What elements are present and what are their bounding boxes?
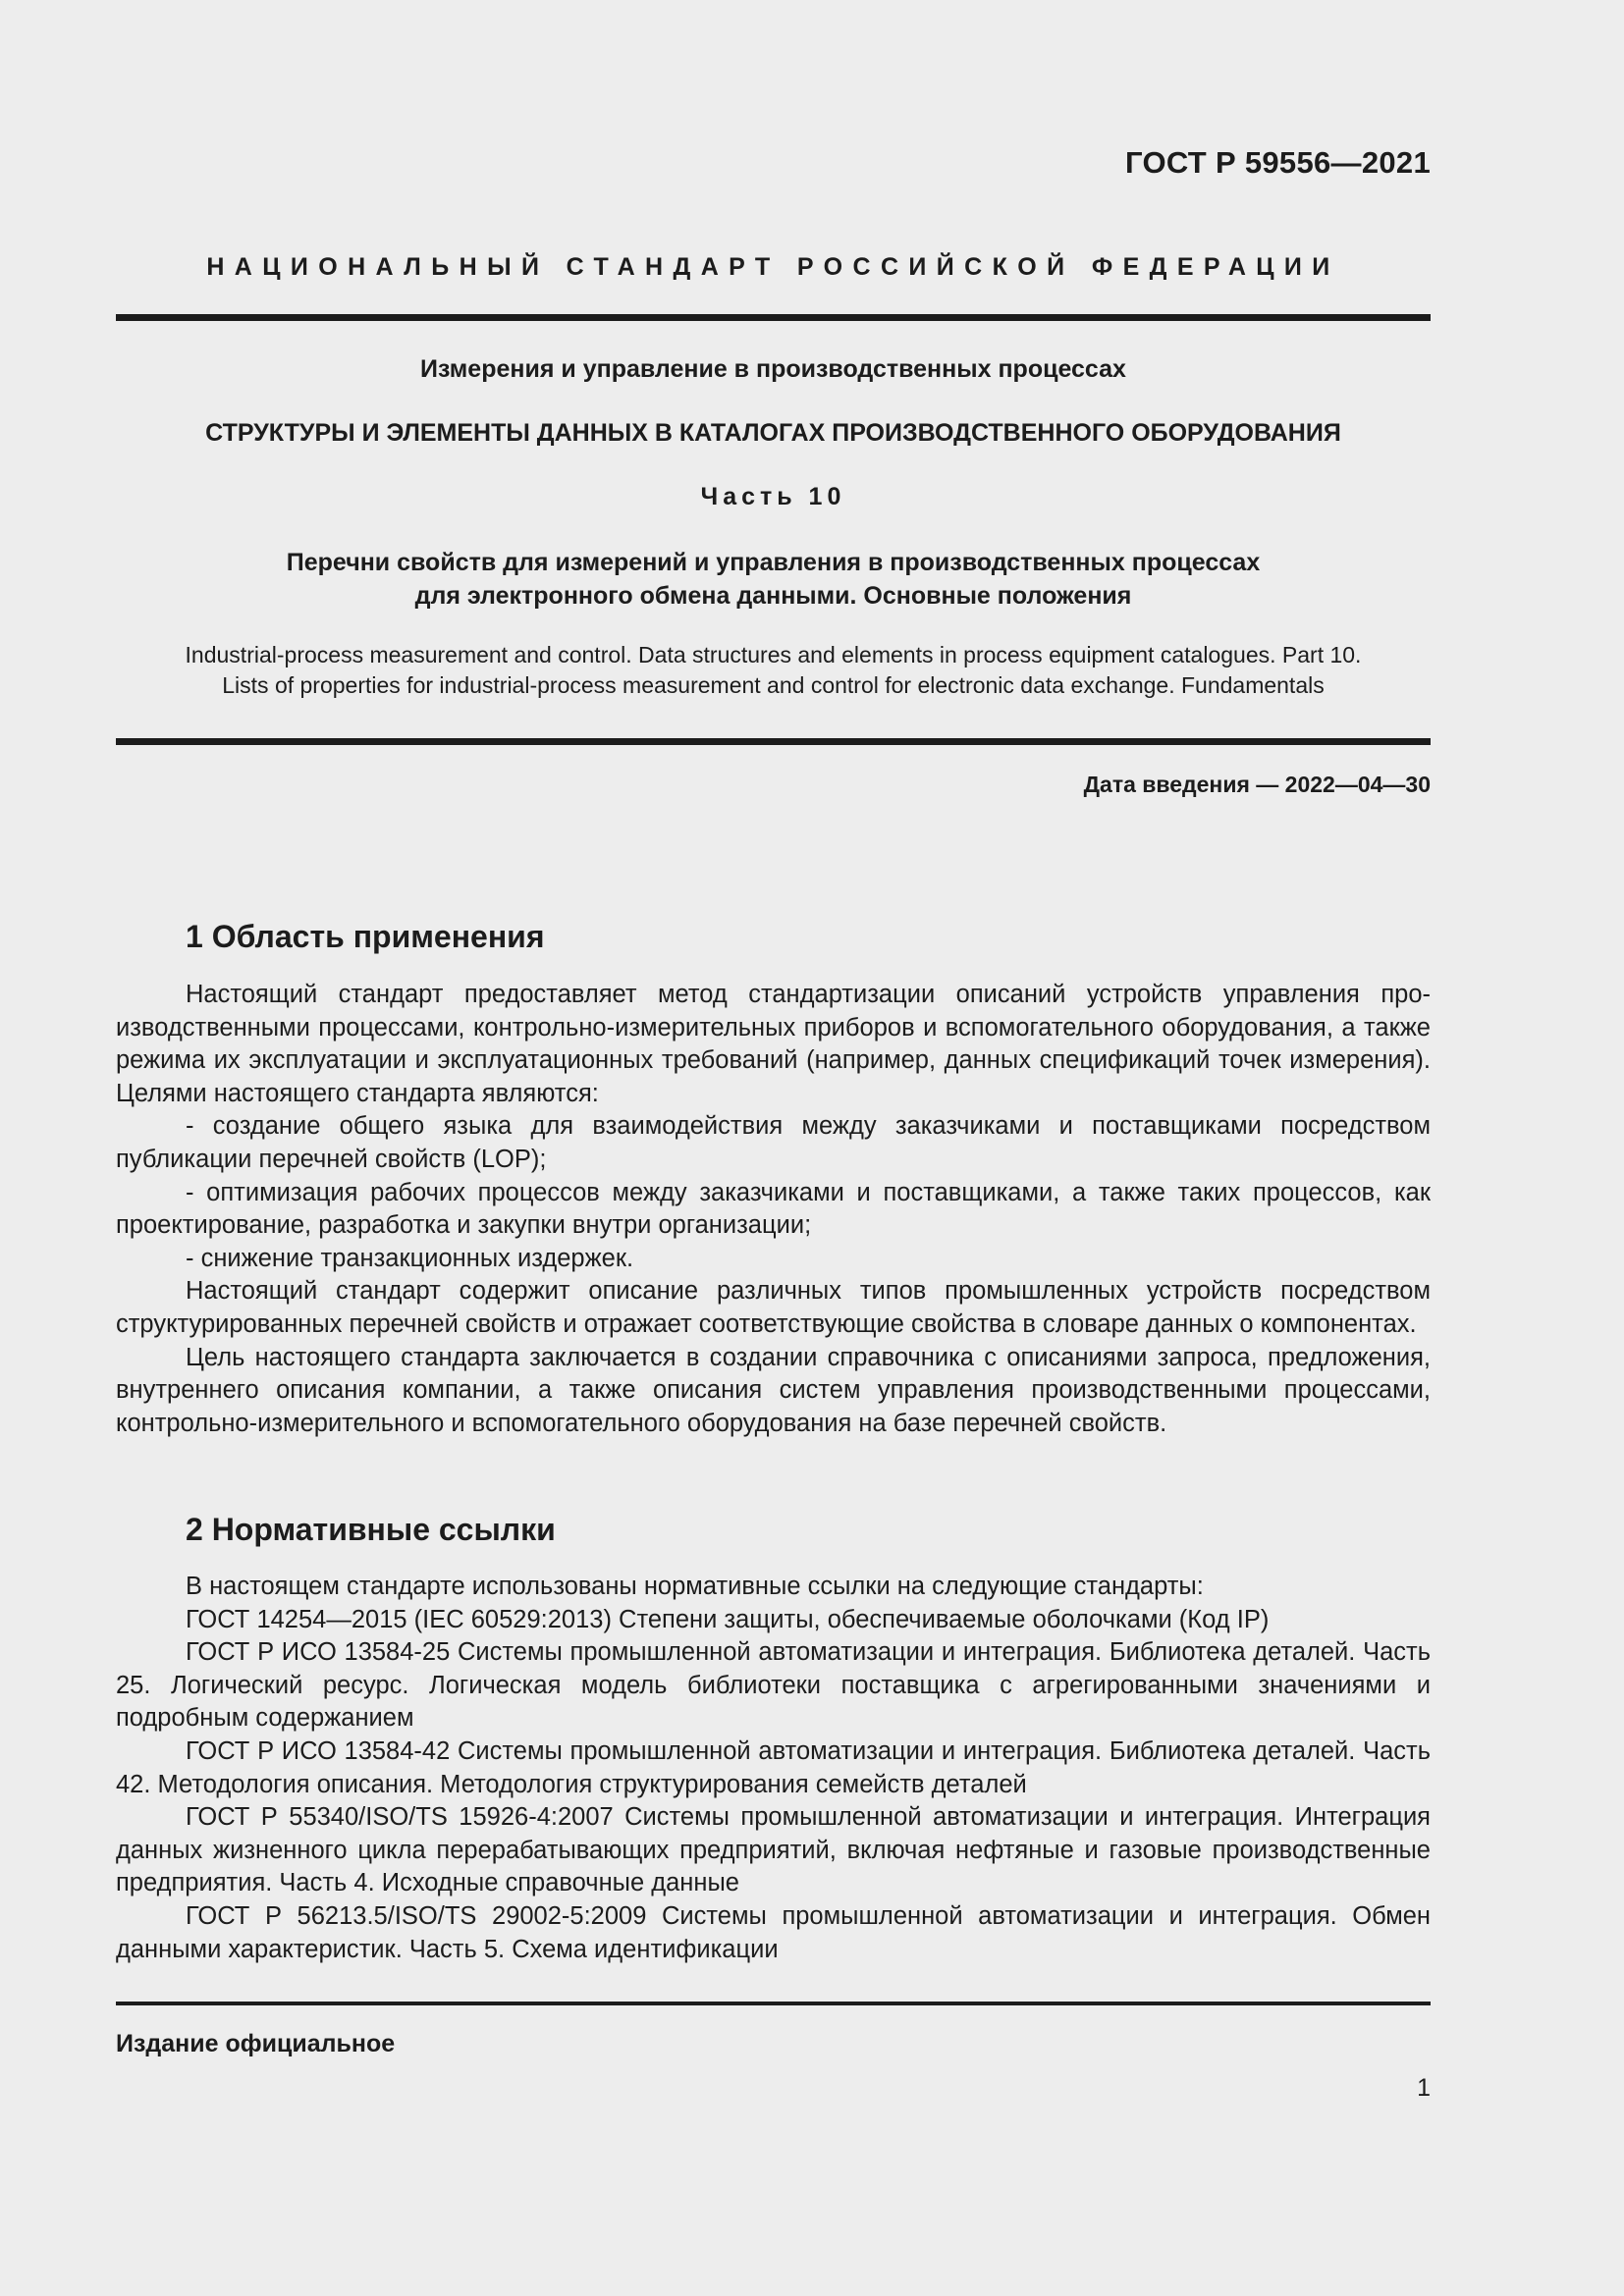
list-item: - создание общего языка для взаимодействия между заказчиками и поставщиками посредством публикации перечней свойств (LOP); [116,1112,1431,1173]
title-part: Часть 10 [700,483,846,510]
title-main: СТРУКТУРЫ И ЭЛЕМЕНТЫ ДАННЫХ В КАТАЛОГАХ ПРОИЗВОДСТВЕННОГО ОБОРУДОВАНИЯ [205,419,1341,447]
title-subtitle [116,546,1431,613]
reference-item: ГОСТ Р 56213.5/ISO/TS 29002-5:2009 Системы промышленной автоматизации и интеграция. Обмен данными характеристик. Часть 5. Схема идентификации [116,1901,1431,1963]
reference-item: ГОСТ Р 55340/ISO/TS 15926-4:2007 Системы промышленной автоматизации и интеграция. Интеграция данных жизненного цикла перерабатывающих предприятий, включая нефтяные и газовые производственные предприятия. Часть 4. Исходные справочные данные [116,1803,1431,1897]
paragraph: Цель настоящего стандарта заключается в создании справочника с описаниями запроса, предложения, внутреннего описания компании, а также описания систем управления производственными процессами, контрольно-измерительного и вспомогательного оборудования на базе перечней свойств. [116,1343,1431,1437]
english-title-line-1: Industrial-process measurement and control. Data structures and elements in process equipment catalogues. Part 10. [185,642,1362,667]
reference-item: ГОСТ 14254—2015 (IEC 60529:2013) Степени защиты, обеспечиваемые оболочками (Код IP) [186,1605,1270,1633]
document-number: ГОСТ Р 59556—2021 [1125,145,1431,180]
national-standard-heading: НАЦИОНАЛЬНЫЙ СТАНДАРТ РОССИЙСКОЙ ФЕДЕРАЦИИ [206,253,1340,281]
list-item: - оптимизация рабочих процессов между заказчиками и поставщиками, а также таких процессов, как проектирование, разработка и закупки внутри организации; [116,1178,1431,1240]
section-1-title: 1 Область применения [186,919,545,954]
section-2-title: 2 Нормативные ссылки [186,1512,556,1547]
reference-item: ГОСТ Р ИСО 13584-25 Системы промышленной автоматизации и интеграция. Библиотека деталей. Часть 25. Логический ресурс. Логическая модель библиотеки поставщика с агрегированными значениями и подробным содержанием [116,1638,1431,1733]
english-title-line-2: Lists of properties for industrial-process measurement and control for electronic data exchange. Fundamentals [222,672,1325,698]
reference-item: ГОСТ Р ИСО 13584-42 Системы промышленной автоматизации и интеграция. Библиотека деталей. Часть 42. Методология описания. Методология структурирования семейств деталей [116,1736,1431,1798]
list-item: - снижение транзакционных издержек. [186,1244,634,1272]
footer-rule [116,2002,1431,2005]
title-field: Измерения и управление в производственных процессах [420,355,1126,383]
official-edition-label: Издание официальное [116,2030,396,2057]
english-title [116,640,1431,701]
subtitle-line-1: Перечни свойств для измерений и управления в производственных процессах [286,549,1261,576]
subtitle-line-2: для электронного обмена данными. Основные положения [414,582,1132,610]
section-1-body [116,979,1431,1440]
paragraph: Настоящий стандарт содержит описание различных типов промышленных устройств посредством структурированных перечней свойств и отражает соответствующие свойства в словаре данных о компонентах. [116,1277,1431,1338]
paragraph: Настоящий стандарт предоставляет метод стандартизации описаний устройств управления производственными процессами, контрольно-измерительных приборов и вспомогательного оборудования, а также режима их эксплуатации и эксплуатационных требований (например, данных спецификаций точек измерения). Целями настоящего стандарта являются: [116,981,1431,1107]
introduction-date: Дата введения — 2022—04—30 [1083,772,1431,797]
section-2-body [116,1571,1431,1966]
paragraph: В настоящем стандарте использованы нормативные ссылки на следующие стандарты: [186,1573,1204,1600]
header-rule-bottom [116,738,1431,745]
header-rule-top [116,314,1431,321]
page-number: 1 [1417,2074,1431,2102]
